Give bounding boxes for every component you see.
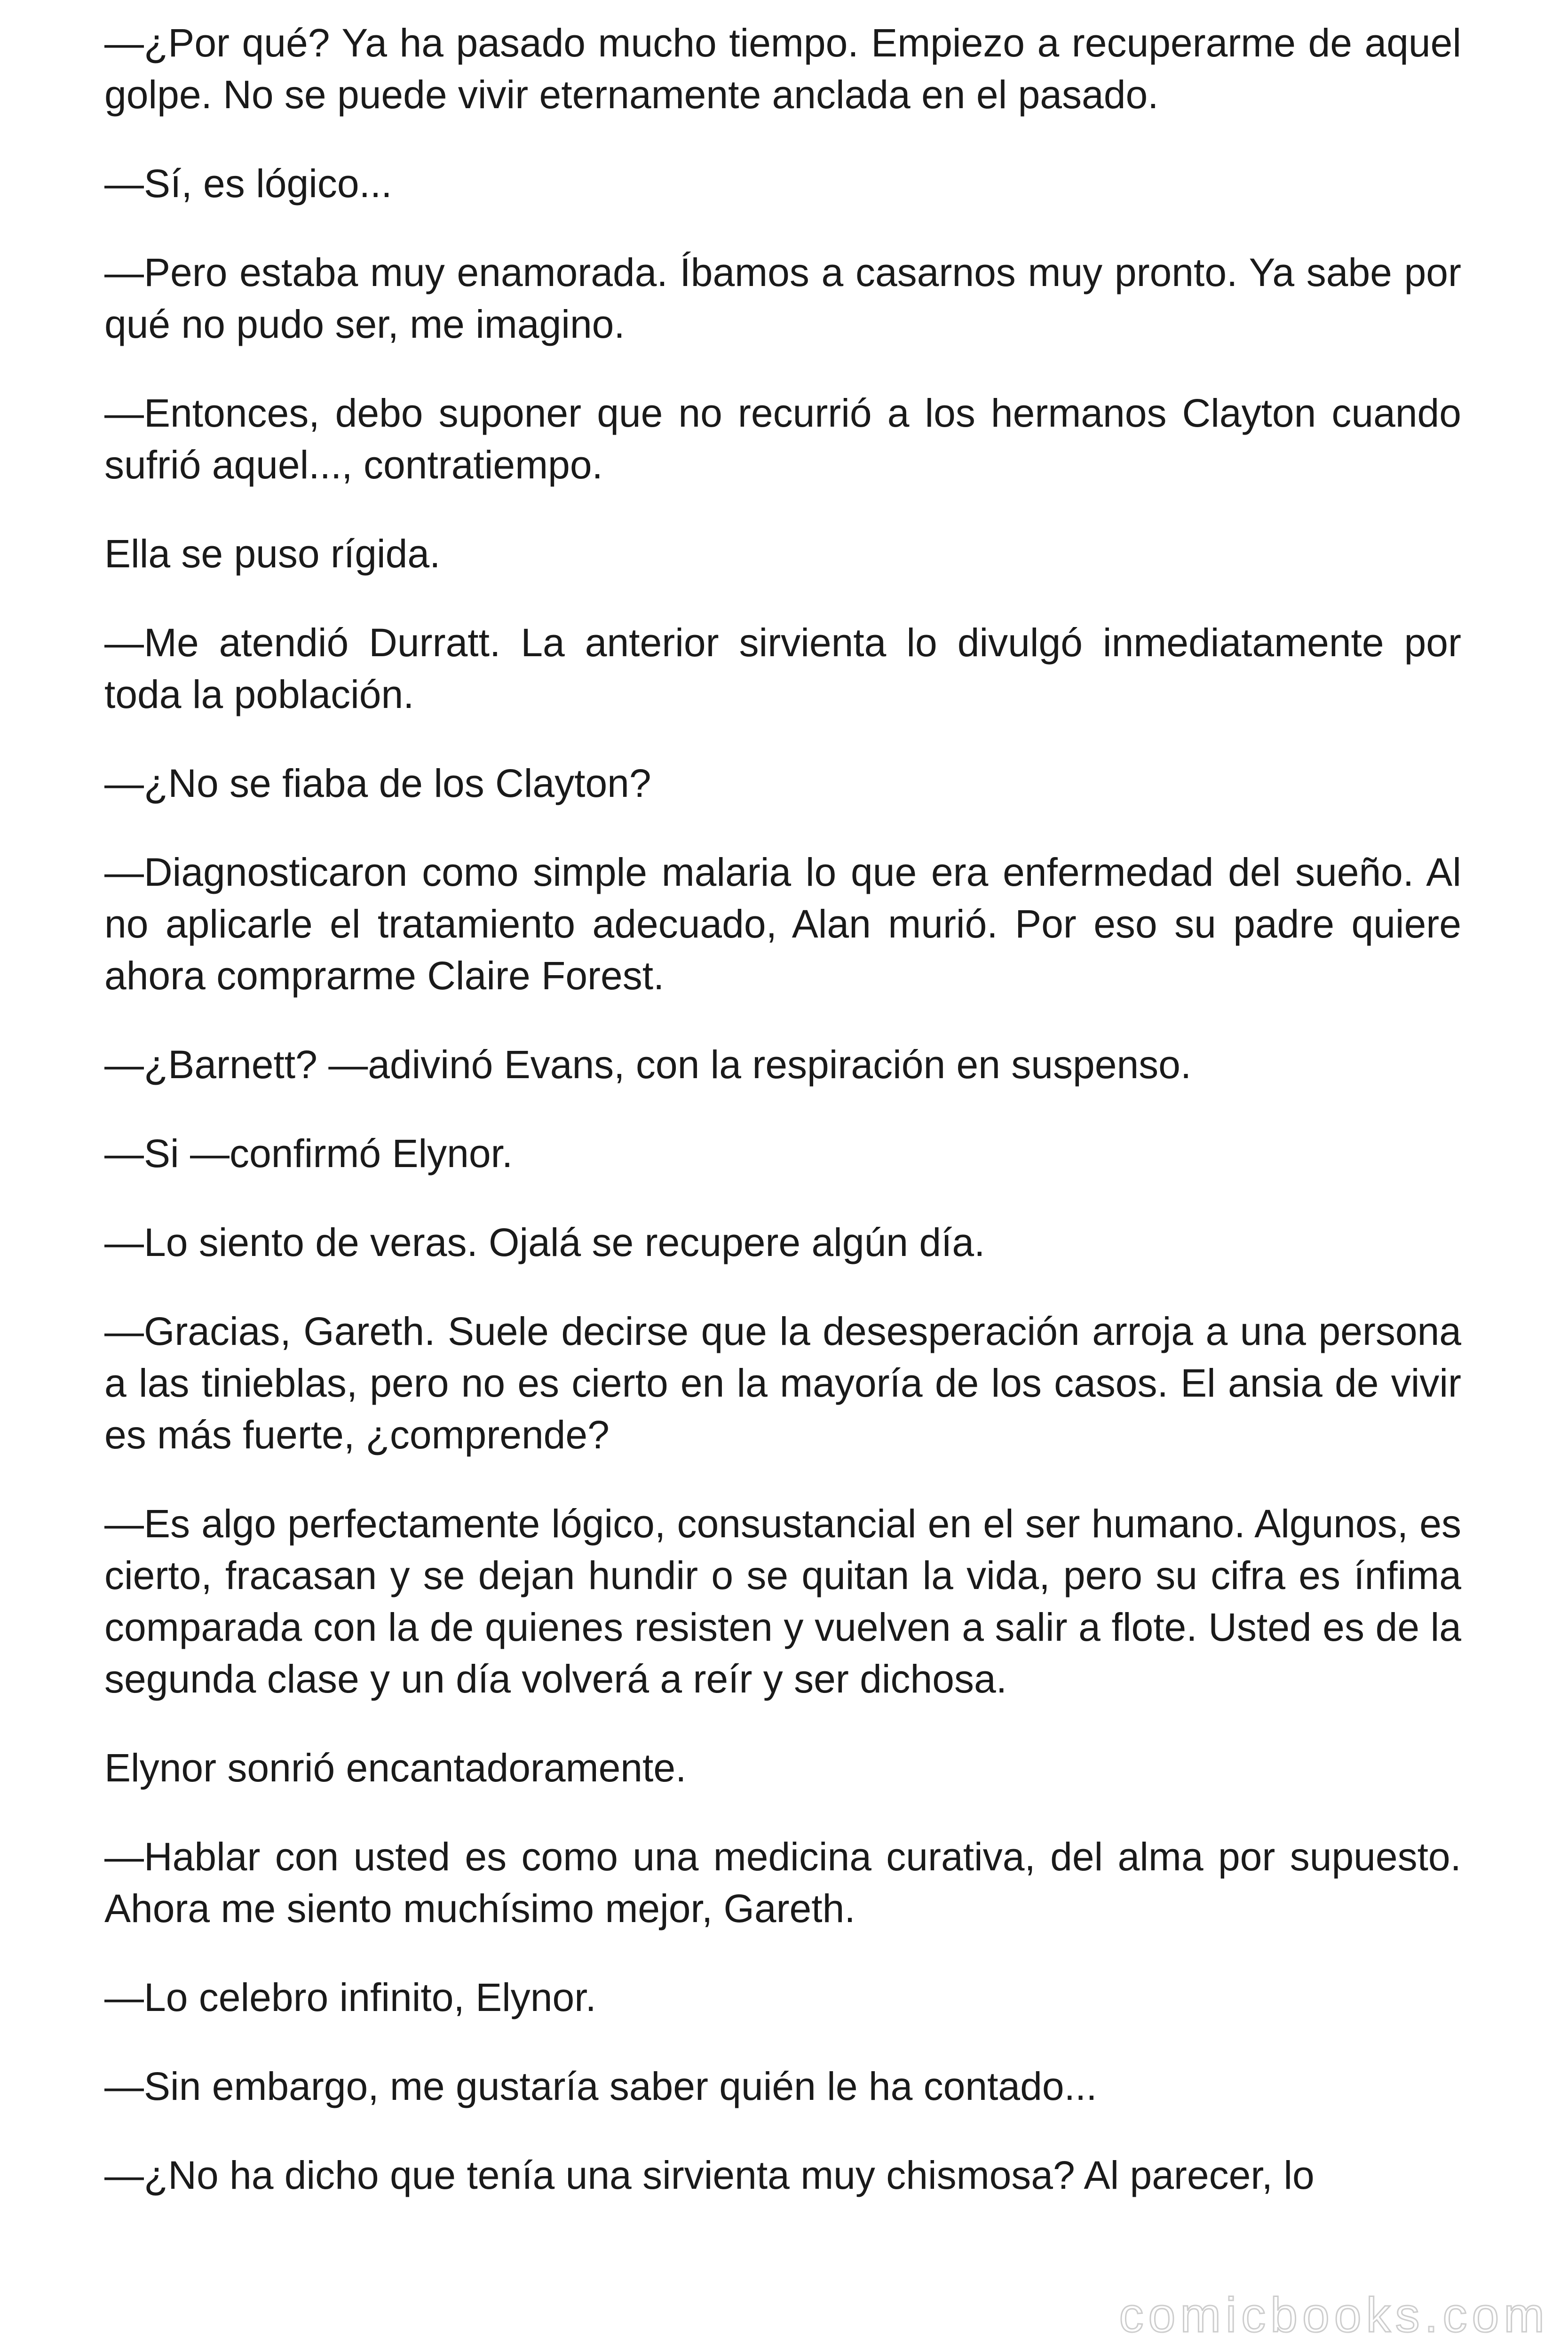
- paragraph: —¿Por qué? Ya ha pasado mucho tiempo. Empiezo a recuperarme de aquel golpe. No se puede vivir eternamente anclada en el pasado.: [104, 21, 1461, 117]
- paragraph: —¿No ha dicho que tenía una sirvienta muy chismosa? Al parecer, lo: [104, 2153, 1315, 2197]
- paragraph: —Entonces, debo suponer que no recurrió a los hermanos Clayton cuando sufrió aquel..., contratiempo.: [104, 391, 1461, 487]
- paragraph: —Lo siento de veras. Ojalá se recupere algún día.: [104, 1220, 985, 1264]
- paragraph: —Lo celebro infinito, Elynor.: [104, 1975, 596, 2019]
- watermark: comicbooks.com: [1119, 2288, 1549, 2343]
- paragraph: Elynor sonrió encantadoramente.: [104, 1746, 687, 1790]
- paragraph: —Hablar con usted es como una medicina curativa, del alma por supuesto. Ahora me siento muchísimo mejor, Gareth.: [104, 1835, 1461, 1931]
- paragraph: —Si —confirmó Elynor.: [104, 1131, 513, 1176]
- paragraph: —Sin embargo, me gustaría saber quién le ha contado...: [104, 2064, 1097, 2108]
- paragraph: —Gracias, Gareth. Suele decirse que la desesperación arroja a una persona a las tinieblas, pero no es cierto en la mayoría de los casos. El ansia de vivir es más fuerte, ¿comprende?: [104, 1309, 1461, 1457]
- paragraph: —¿No se fiaba de los Clayton?: [104, 761, 651, 805]
- paragraph: —Sí, es lógico...: [104, 161, 392, 206]
- paragraph: —Me atendió Durratt. La anterior sirvienta lo divulgó inmediatamente por toda la población.: [104, 620, 1461, 716]
- paragraph: —Diagnosticaron como simple malaria lo que era enfermedad del sueño. Al no aplicarle el tratamiento adecuado, Alan murió. Por eso su padre quiere ahora comprarme Claire Forest.: [104, 850, 1461, 998]
- paragraph: —Es algo perfectamente lógico, consustancial en el ser humano. Algunos, es cierto, fracasan y se dejan hundir o se quitan la vida, pero su cifra es ínfima comparada con la de quienes resisten y vuelven a salir a flote. Usted es de la segunda clase y un día volverá a reír y ser dichosa.: [104, 1502, 1461, 1701]
- paragraph: —Pero estaba muy enamorada. Íbamos a casarnos muy pronto. Ya sabe por qué no pudo ser, me imagino.: [104, 250, 1461, 346]
- paragraph: —¿Barnett? —adivinó Evans, con la respiración en suspenso.: [104, 1042, 1192, 1087]
- text-column: [104, 17, 1461, 2238]
- paragraph: Ella se puso rígida.: [104, 532, 441, 576]
